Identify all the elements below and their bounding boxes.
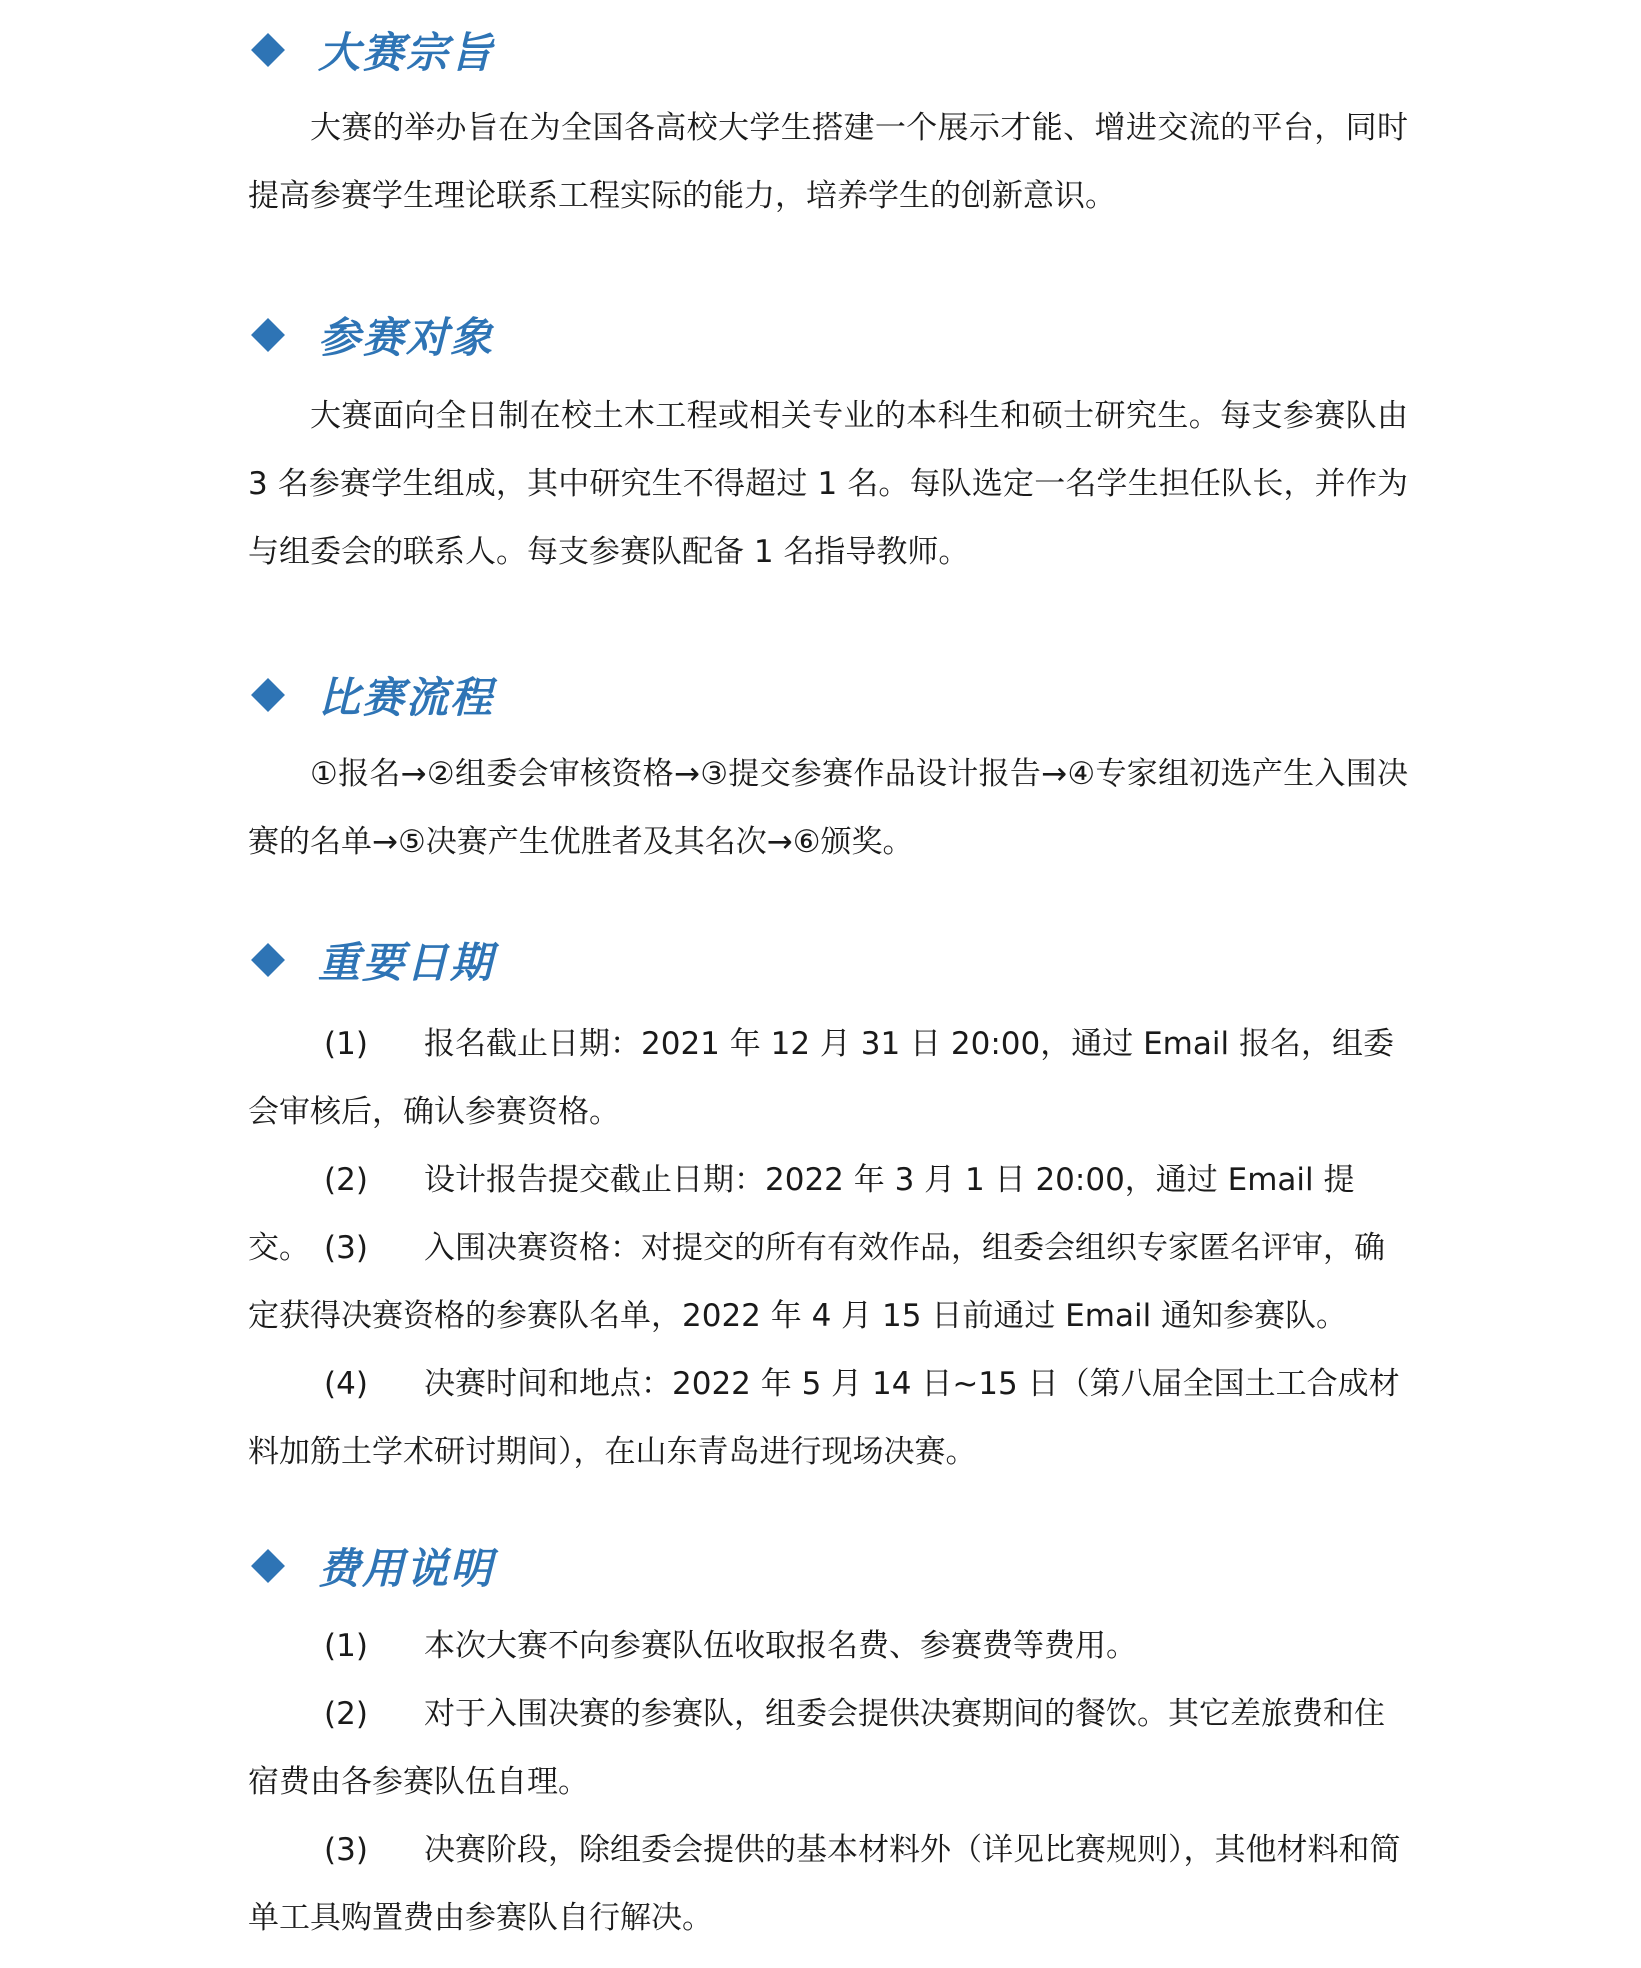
item-number: (2): [324, 1696, 368, 1732]
diamond-bullet-icon: [251, 33, 285, 67]
item-number: (1): [324, 1628, 368, 1664]
list-item: [248, 1816, 1408, 1952]
list-item: [248, 1680, 1408, 1816]
item-number: (3): [324, 1230, 368, 1266]
item-text: 报名截止日期：2021 年 12 月 31 日 20:00，通过 Email 报名，组委会审核后，确认参赛资格。: [248, 1026, 1394, 1130]
item-text: 决赛阶段，除组委会提供的基本材料外（详见比赛规则），其他材料和简单工具购置费由参赛队自行解决。: [248, 1832, 1401, 1936]
item-number: (1): [324, 1026, 368, 1062]
item-number: (3): [324, 1832, 368, 1868]
item-text: 本次大赛不向参赛队伍收取报名费、参赛费等费用。: [424, 1628, 1137, 1664]
item-text: 入围决赛资格：对提交的所有有效作品，组委会组织专家匿名评审，确定获得决赛资格的参赛队名单，2022 年 4 月 15 日前通过 Email 通知参赛队。: [248, 1230, 1385, 1334]
section-heading-dates: [250, 930, 494, 990]
section-title: 大赛宗旨: [318, 28, 495, 77]
section-heading-process: [250, 665, 494, 725]
section-heading-purpose: [250, 20, 494, 80]
section-title: 比赛流程: [318, 673, 495, 722]
diamond-bullet-icon: [251, 943, 285, 977]
section-title: 参赛对象: [318, 313, 495, 362]
diamond-bullet-icon: [251, 1549, 285, 1583]
list-item: [248, 1612, 1408, 1680]
list-item: [248, 1214, 1408, 1350]
item-number: (2): [324, 1162, 368, 1198]
paragraph: ①报名→②组委会审核资格→③提交参赛作品设计报告→④专家组初选产生入围决赛的名单→⑤决赛产生优胜者及其名次→⑥颁奖。: [248, 756, 1408, 860]
section-title: 重要日期: [318, 938, 495, 987]
item-text: 设计报告提交截止日期：2022 年 3 月 1 日 20:00，通过 Email 提交。: [248, 1162, 1355, 1266]
list-item: [248, 1350, 1408, 1486]
section-title: 费用说明: [318, 1544, 495, 1593]
item-number: (4): [324, 1366, 368, 1402]
list-item: [248, 1010, 1408, 1146]
item-text: 决赛时间和地点：2022 年 5 月 14 日~15 日（第八届全国土工合成材料加筋土学术研讨期间），在山东青岛进行现场决赛。: [248, 1366, 1400, 1470]
diamond-bullet-icon: [251, 678, 285, 712]
paragraph: 大赛的举办旨在为全国各高校大学生搭建一个展示才能、增进交流的平台，同时提高参赛学生理论联系工程实际的能力，培养学生的创新意识。: [248, 110, 1408, 214]
section-heading-participants: [250, 305, 494, 365]
paragraph: 大赛面向全日制在校土木工程或相关专业的本科生和硕士研究生。每支参赛队由 3 名参赛学生组成，其中研究生不得超过 1 名。每队选定一名学生担任队长，并作为与组委会的联系人。每支参赛队配备 1 名指导教师。: [248, 398, 1408, 570]
item-text: 对于入围决赛的参赛队，组委会提供决赛期间的餐饮。其它差旅费和住宿费由各参赛队伍自理。: [248, 1696, 1385, 1800]
diamond-bullet-icon: [251, 318, 285, 352]
section-heading-fees: [250, 1536, 494, 1596]
